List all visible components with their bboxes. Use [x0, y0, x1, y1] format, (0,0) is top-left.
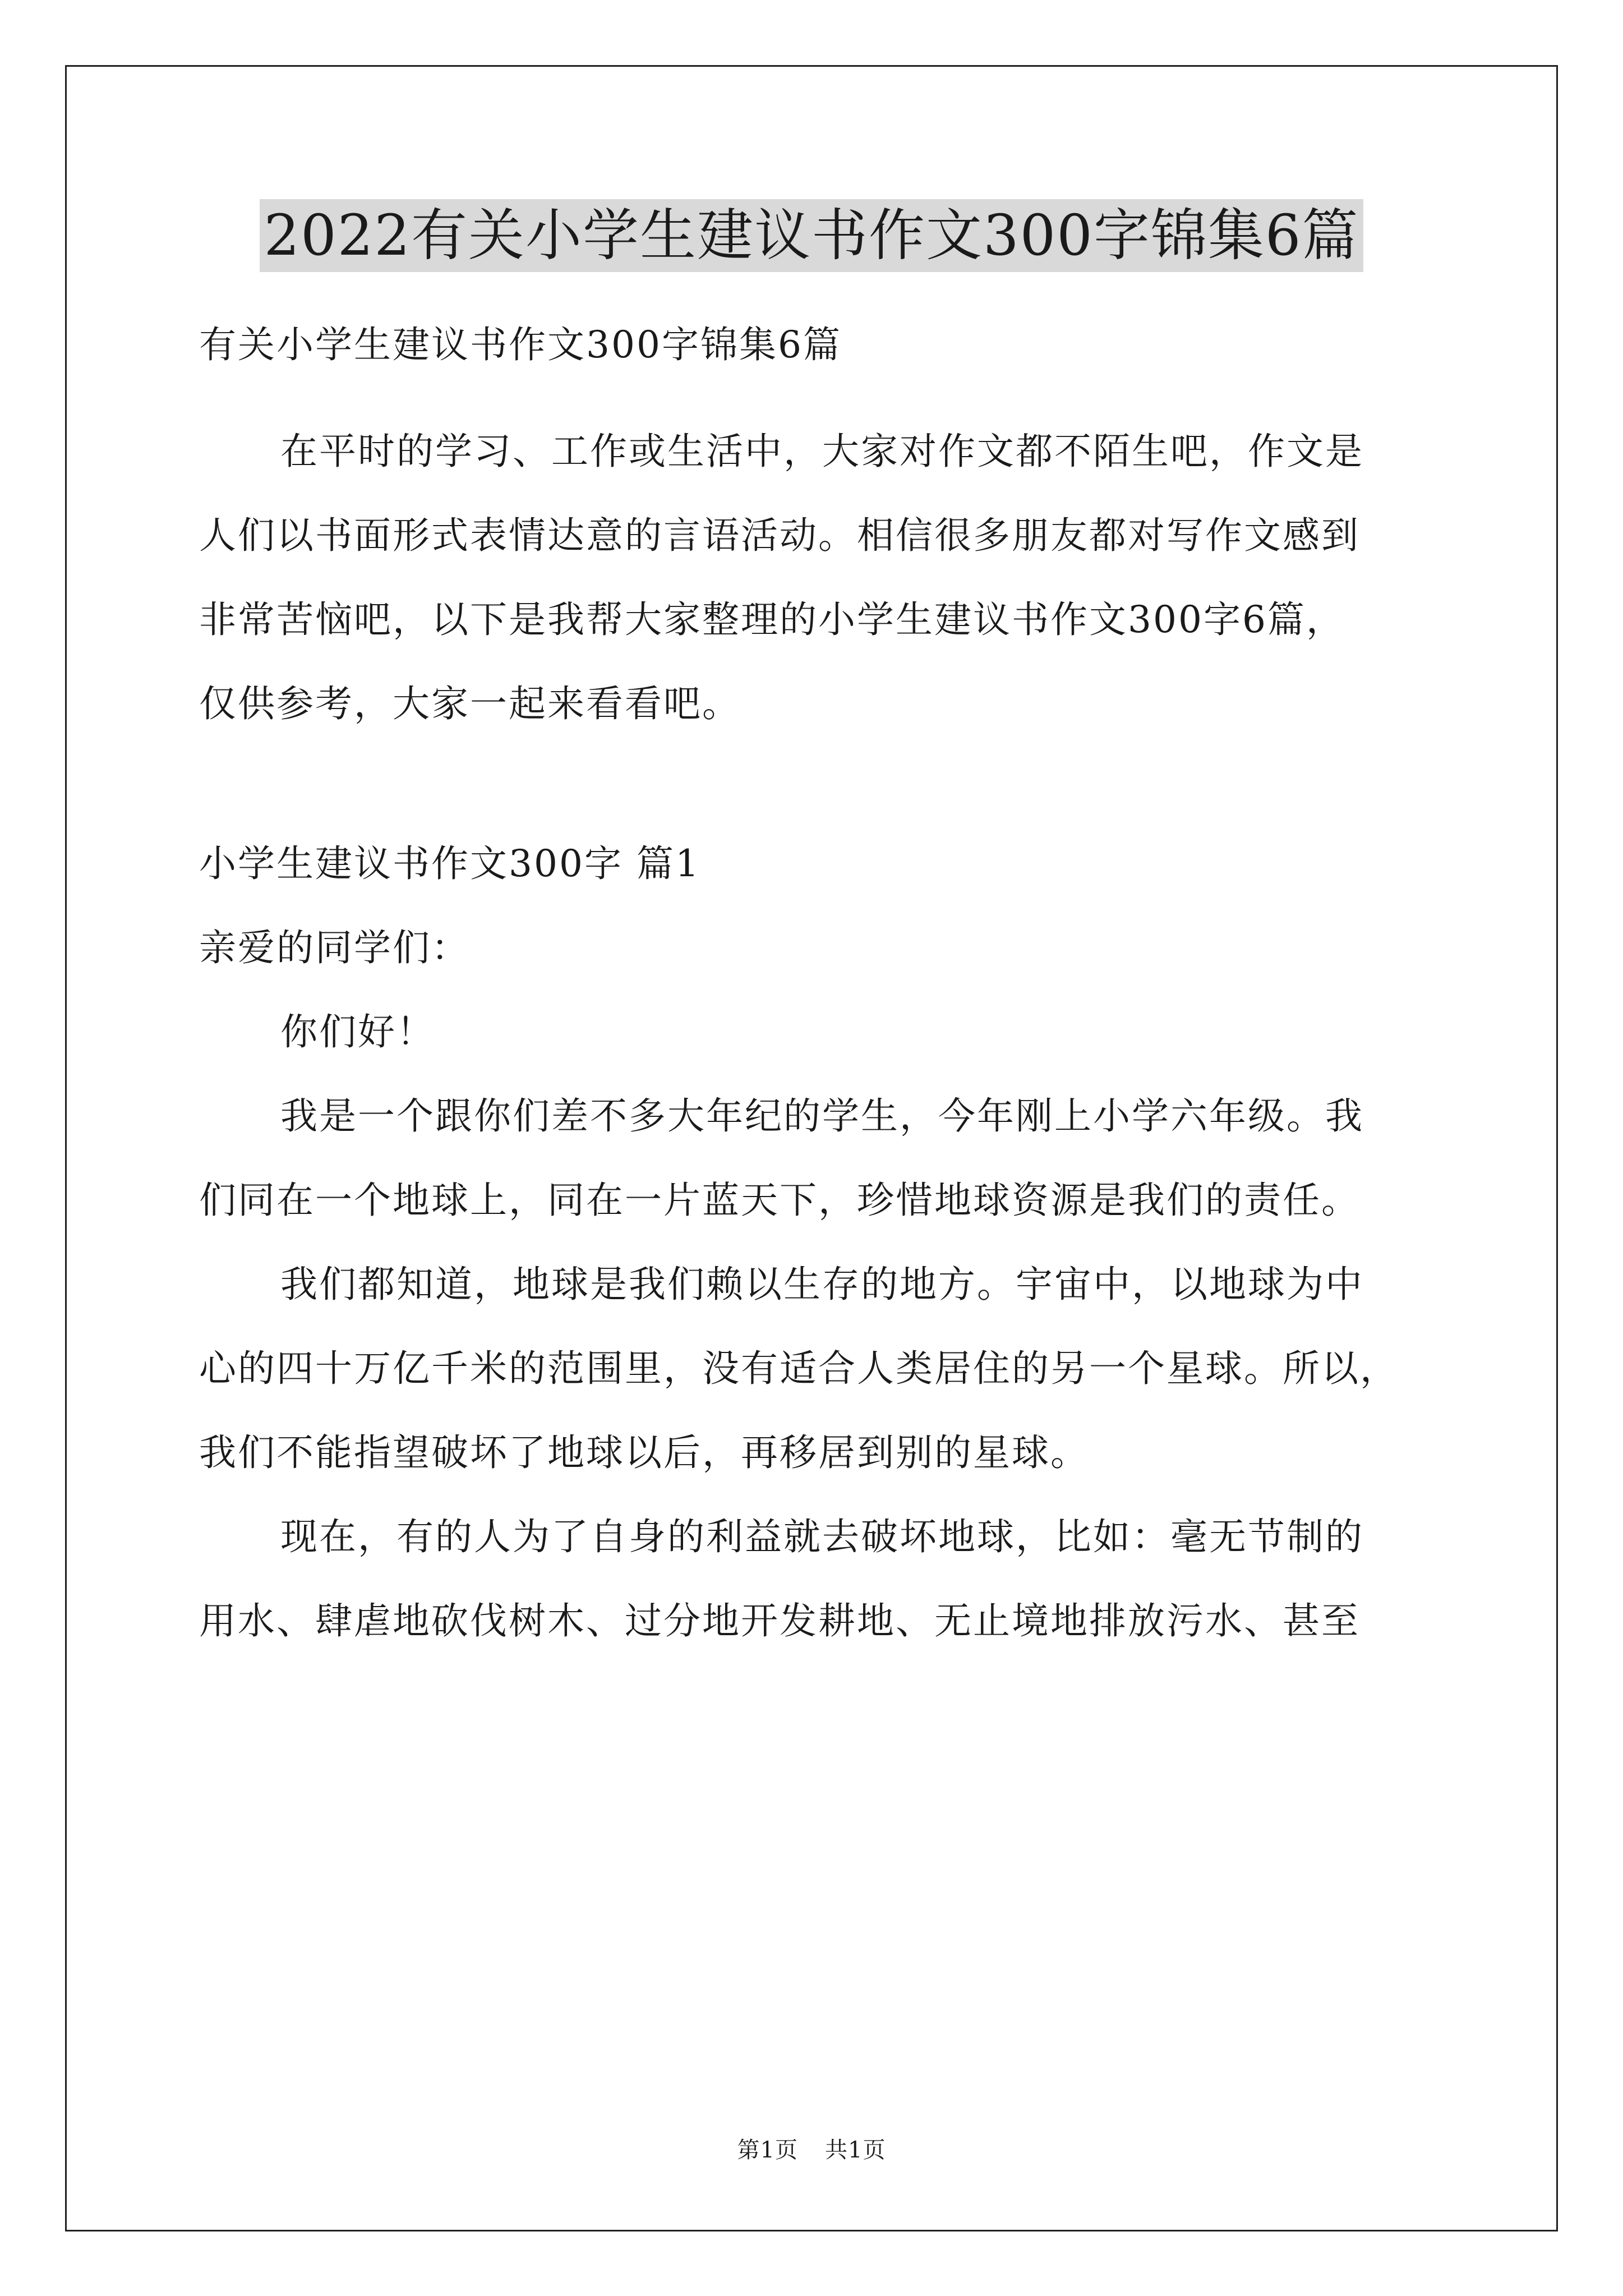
- paragraph-line: 我们都知道，地球是我们赖以生存的地方。宇宙中，以地球为中: [280, 1263, 1364, 1306]
- intro-line: 人们以书面形式表情达意的言语活动。相信很多朋友都对写作文感到: [199, 514, 1360, 557]
- paragraph-line: 用水、肆虐地砍伐树木、过分地开发耕地、无止境地排放污水、甚至: [199, 1599, 1360, 1642]
- salutation: 亲爱的同学们：: [199, 926, 470, 969]
- paragraph-line: 我们不能指望破坏了地球以后，再移居到别的星球。: [199, 1431, 1089, 1474]
- page-total: 共1页: [825, 2137, 886, 2163]
- paragraph-line: 现在，有的人为了自身的利益就去破坏地球，比如：毫无节制的: [280, 1515, 1364, 1558]
- document-body: [199, 303, 1438, 1663]
- greeting: 你们好！: [280, 1010, 435, 1053]
- paragraph-line: 心的四十万亿千米的范围里，没有适合人类居住的另一个星球。所以，: [199, 1347, 1399, 1390]
- intro-line: 非常苦恼吧，以下是我帮大家整理的小学生建议书作文300字6篇，: [199, 598, 1345, 641]
- paragraph-line: 们同在一个地球上，同在一片蓝天下，珍惜地球资源是我们的责任。: [199, 1179, 1360, 1222]
- section-heading: 小学生建议书作文300字 篇1: [199, 842, 700, 885]
- intro-line: 在平时的学习、工作或生活中，大家对作文都不陌生吧，作文是: [280, 430, 1364, 473]
- paragraph-line: 我是一个跟你们差不多大年纪的学生，今年刚上小学六年级。我: [280, 1094, 1364, 1138]
- page-number: 第1页: [737, 2137, 798, 2163]
- page-footer: [0, 2136, 1623, 2164]
- title-container: [0, 199, 1623, 272]
- document-subtitle: 有关小学生建议书作文300字锦集6篇: [199, 323, 842, 366]
- intro-line: 仅供参考，大家一起来看看吧。: [199, 682, 741, 725]
- document-title: 2022有关小学生建议书作文300字锦集6篇: [260, 199, 1364, 272]
